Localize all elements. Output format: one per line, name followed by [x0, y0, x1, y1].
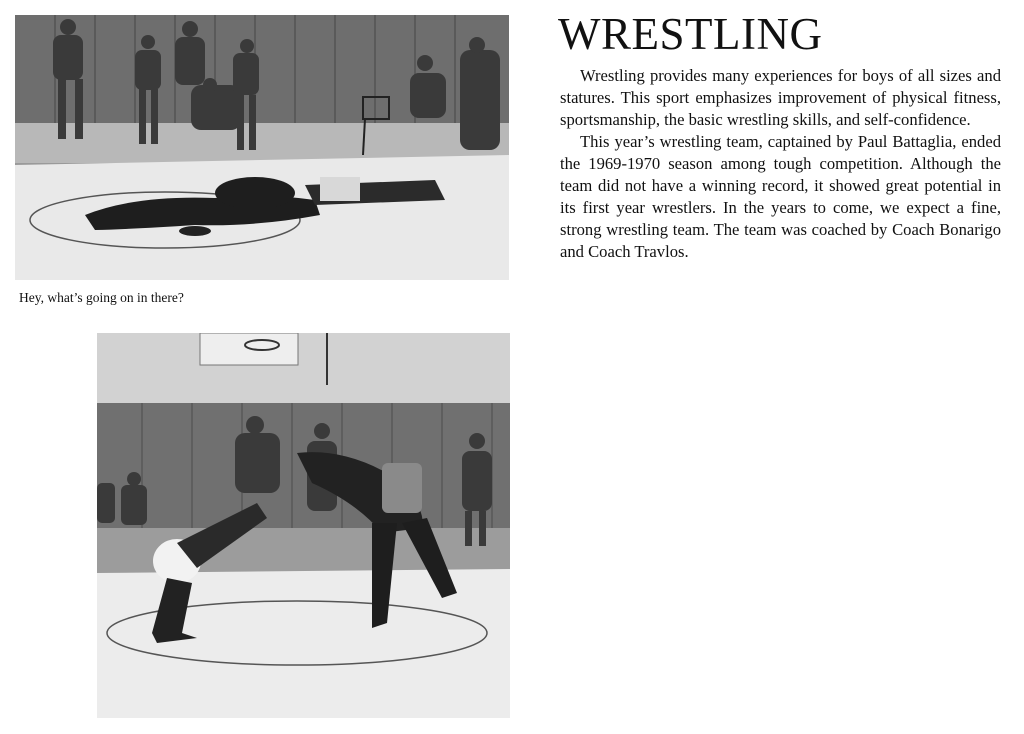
wrestling-match-photo-top	[15, 15, 509, 280]
photo-top-illustration	[15, 15, 509, 280]
article-paragraph-1: Wrestling provides many experiences for boys of all sizes and statures. This sport emphasizes improvement of physical fitness, sportsmanship, the basic wrestling skills, and self-confidence.	[560, 66, 1001, 129]
article-paragraph-2: This year’s wrestling team, captained by Paul Battaglia, ended the 1969-1970 season among tough competition. Although the team did not have a winning record, it showed great potential in its first year wrestlers. In the years to come, we expect a fine, strong wrestling team. The team was coached by Coach Bonarigo and Coach Travlos.	[560, 132, 1001, 261]
page-title: WRESTLING	[558, 9, 823, 59]
photo-bottom-illustration	[97, 333, 510, 718]
wrestling-match-photo-bottom	[97, 333, 510, 718]
article-body	[560, 65, 1001, 263]
photo-top-caption: Hey, what’s going on in there?	[19, 290, 184, 305]
